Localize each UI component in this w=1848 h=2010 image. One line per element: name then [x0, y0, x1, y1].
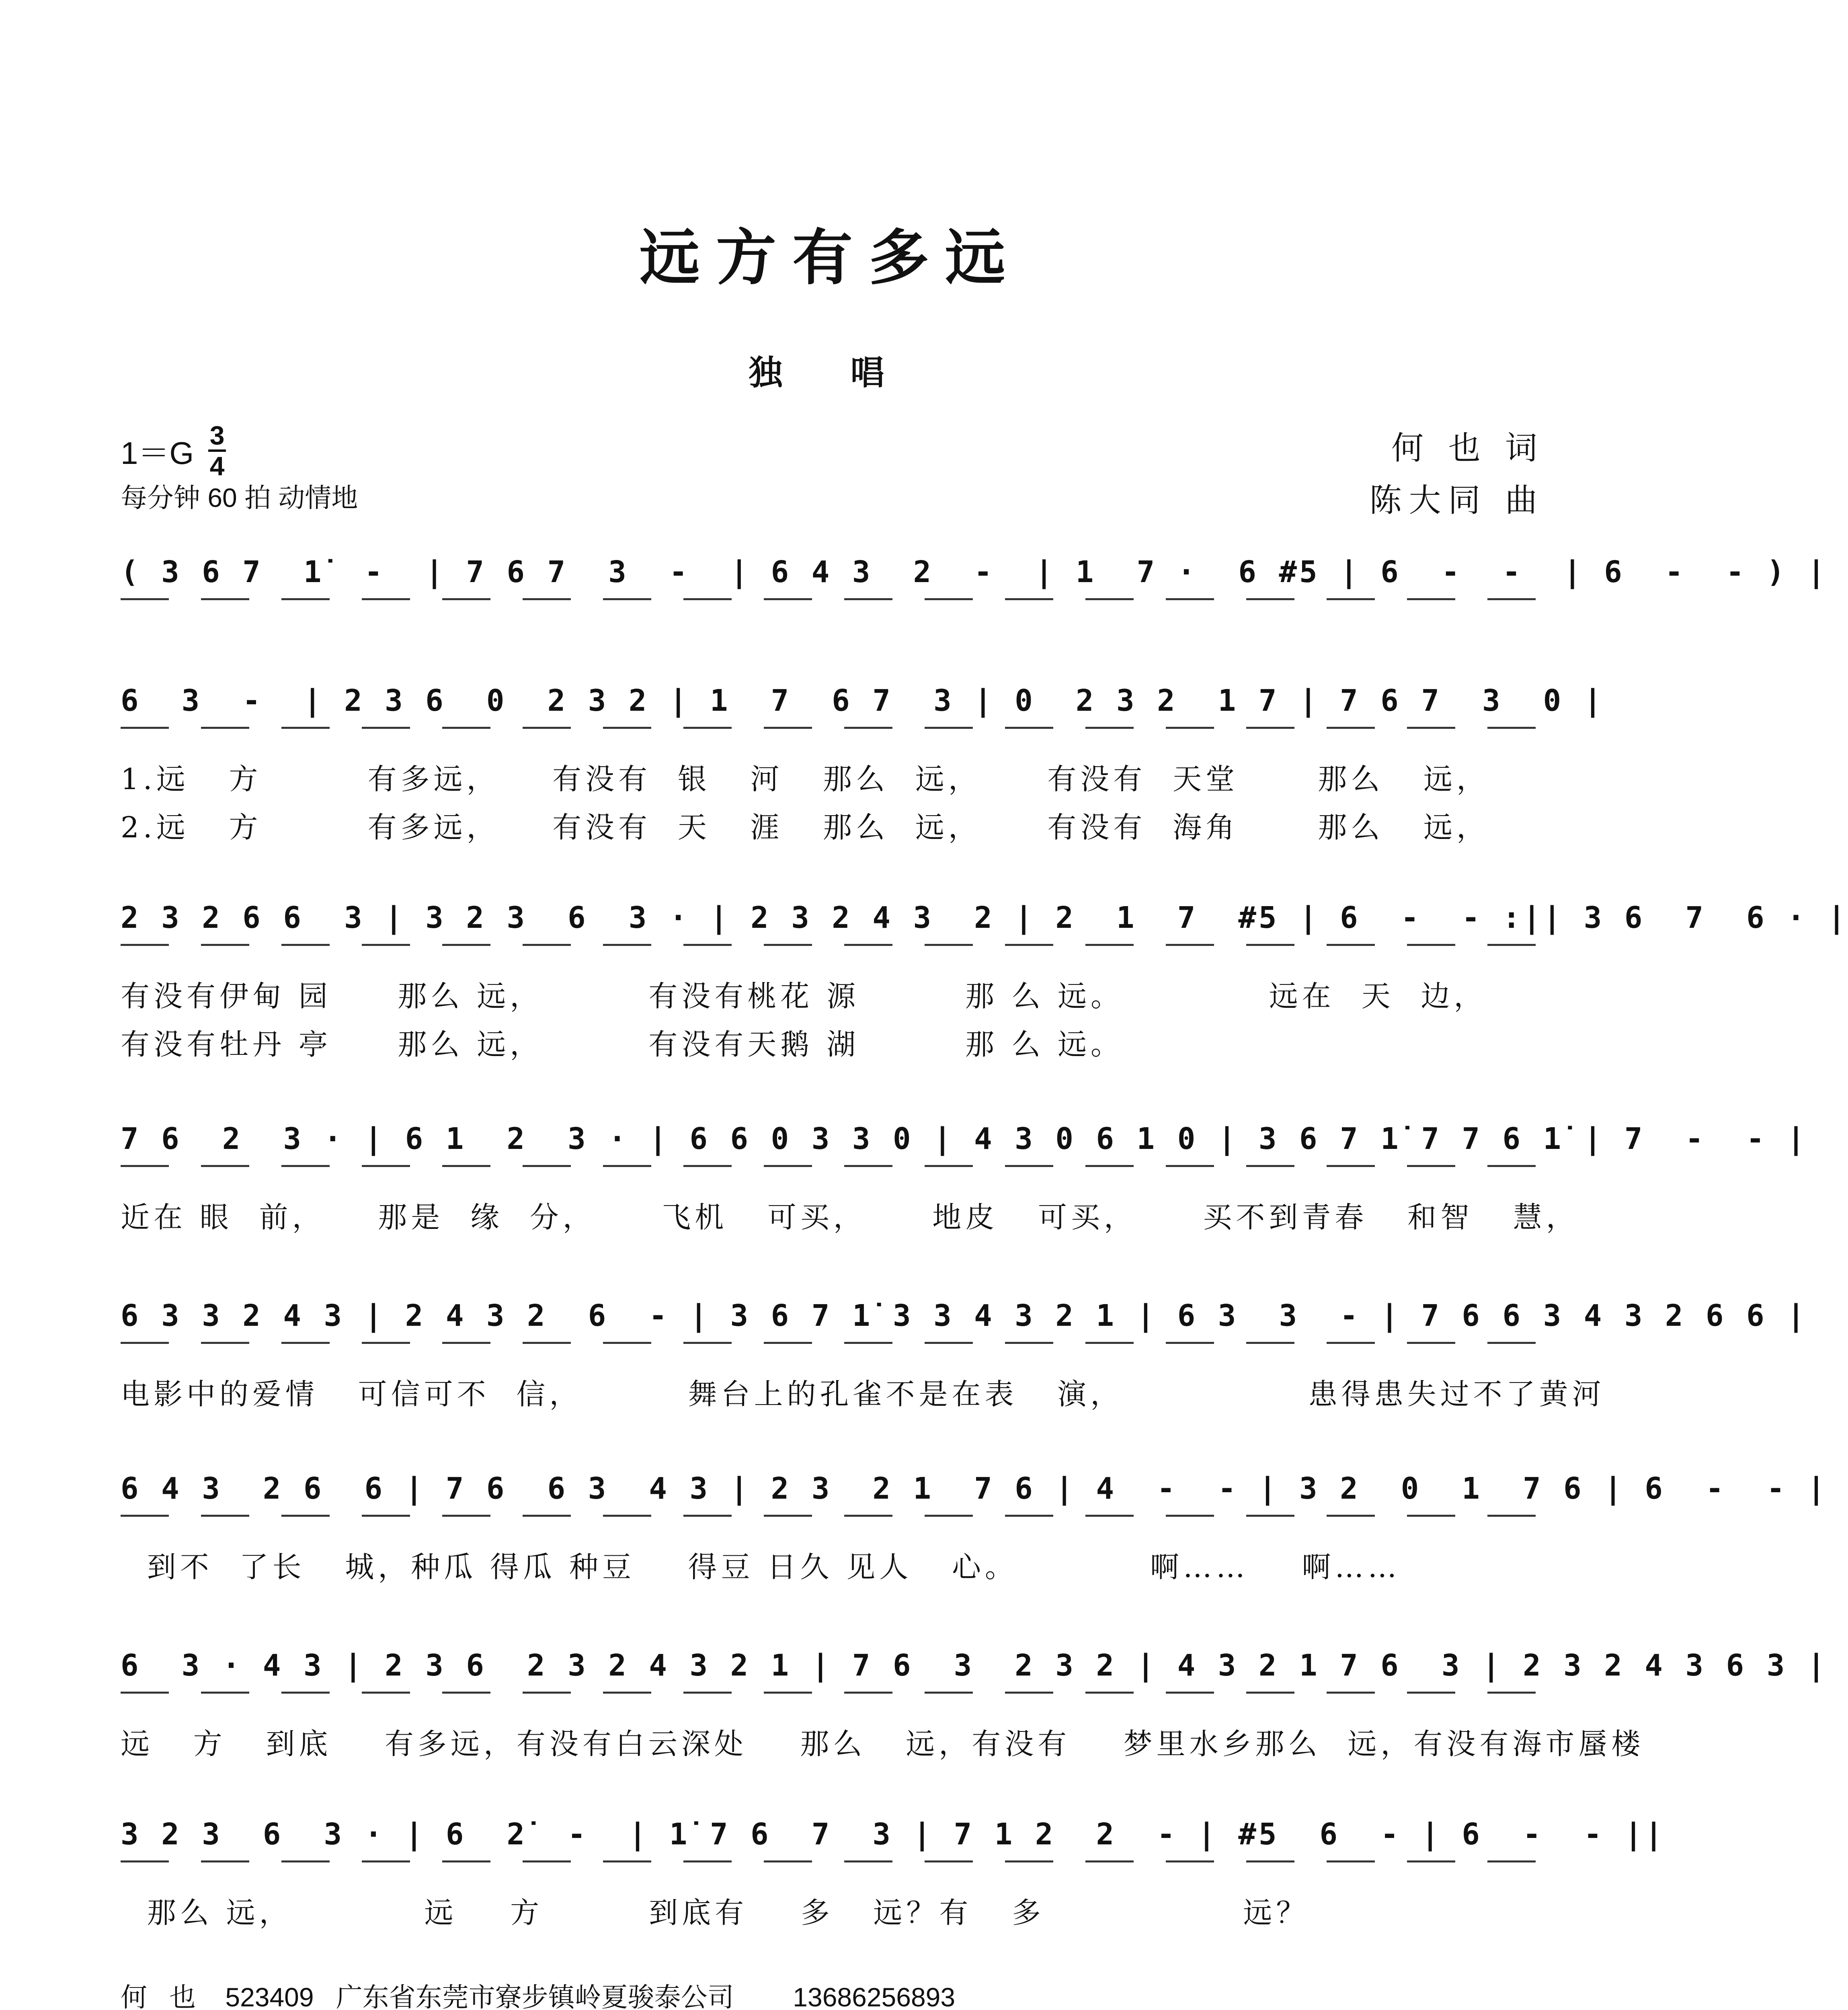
key-label: 1＝G: [121, 435, 194, 471]
beam-lines: [121, 1860, 1544, 1868]
lyrics-verse-2: 有没有牡丹 亭 那么 远， 有没有天鹅 湖 那 么 远。: [121, 1028, 1124, 1061]
lyricist-credit: 何 也 词: [1391, 429, 1544, 467]
notation-line: ( 3 6 7 1̇ - | 7 6 7 3 - | 6 4 3 2 - | 1 7 · 6 #5 | 6 - - | 6 - - ) |: [121, 555, 1828, 589]
tempo-marking: 每分钟 60 拍 动情地: [121, 483, 358, 513]
beam-lines: [121, 1165, 1544, 1172]
beam-lines: [121, 1342, 1544, 1349]
composer-credit: 陈大同 曲: [1369, 482, 1544, 519]
beam-lines: [121, 727, 1544, 734]
song-subtitle: 独 唱: [749, 353, 913, 392]
notation-line: 6 4 3 2 6 6 | 7 6 6 3 4 3 | 2 3 2 1 7 6 | 4 - - | 3 2 0 1 7 6 | 6 - - |: [121, 1471, 1828, 1506]
lyrics-verse-2: 2.远 方 有多远， 有没有 天 涯 那么 远， 有没有 海角 那么 远，: [121, 810, 1490, 844]
lyrics-verse-1: 电影中的爱情 可信可不 信， 舞台上的孔雀不是在表 演， 患得患失过不了黄河: [121, 1377, 1605, 1411]
key-signature: [121, 422, 226, 479]
beam-lines: [121, 1692, 1544, 1699]
notation-line: 6 3 3 2 4 3 | 2 4 3 2 6 - | 3 6 7 1̇ 3 3 4 3 2 1 | 6 3 3 - | 7 6 6 3 4 3 2 6 6 |: [121, 1298, 1807, 1333]
beam-lines: [121, 598, 1544, 605]
lyrics-verse-1: 到不 了长 城，种瓜 得瓜 种豆 得豆 日久 见人 心。 啊…… 啊……: [121, 1550, 1401, 1584]
notation-line: 6 3 · 4 3 | 2 3 6 2 3 2 4 3 2 1 | 7 6 3 2 3 2 | 4 3 2 1 7 6 3 | 2 3 2 4 3 6 3 |: [121, 1648, 1828, 1683]
beam-lines: [121, 944, 1544, 951]
contact-line-lyricist: 何 也 523409 广东省东莞市寮步镇岭夏骏泰公司 13686256893: [121, 1982, 956, 2010]
lyrics-verse-1: 1.远 方 有多远， 有没有 银 河 那么 远， 有没有 天堂 那么 远，: [121, 762, 1490, 796]
time-signature: [208, 422, 226, 479]
notation-line: 3 2 3 6 3 · | 6 2̇ - | 1̇ 7 6 7 3 | 7 1 2 2 - | #5 6 - | 6 - - ||: [121, 1817, 1665, 1852]
notation-line: 2 3 2 6 6 3 | 3 2 3 6 3 · | 2 3 2 4 3 2 | 2 1 7 #5 | 6 - - :|| 3 6 7 6 · |: [121, 900, 1848, 935]
time-signature-bottom: 4: [209, 451, 225, 481]
time-signature-top: 3: [209, 420, 225, 450]
lyrics-verse-1: 近在 眼 前， 那是 缘 分， 飞机 可买， 地皮 可买， 买不到青春 和智 慧，: [121, 1200, 1579, 1234]
notation-line: 6 3 - | 2 3 6 0 2 3 2 | 1 7 6 7 3 | 0 2 3 2 1 7 | 7 6 7 3 0 |: [121, 683, 1604, 718]
notation-line: 7 6 2 3 · | 6 1 2 3 · | 6 6 0 3 3 0 | 4 3 0 6 1 0 | 3 6 7 1̇ 7 7 6 1̇ | 7 - - |: [121, 1122, 1807, 1156]
lyrics-verse-1: 远 方 到底 有多远，有没有白云深处 那么 远，有没有 梦里水乡那么 远，有没有海市蜃楼: [121, 1727, 1645, 1761]
beam-lines: [121, 1515, 1544, 1522]
lyrics-verse-1: 有没有伊甸 园 那么 远， 有没有桃花 源 那 么 远。 远在 天 边，: [121, 979, 1487, 1013]
lyrics-verse-1: 那么 远， 远 方 到底有 多 远？有 多 远？: [121, 1896, 1309, 1930]
song-title: 远方有多远: [639, 222, 1021, 293]
